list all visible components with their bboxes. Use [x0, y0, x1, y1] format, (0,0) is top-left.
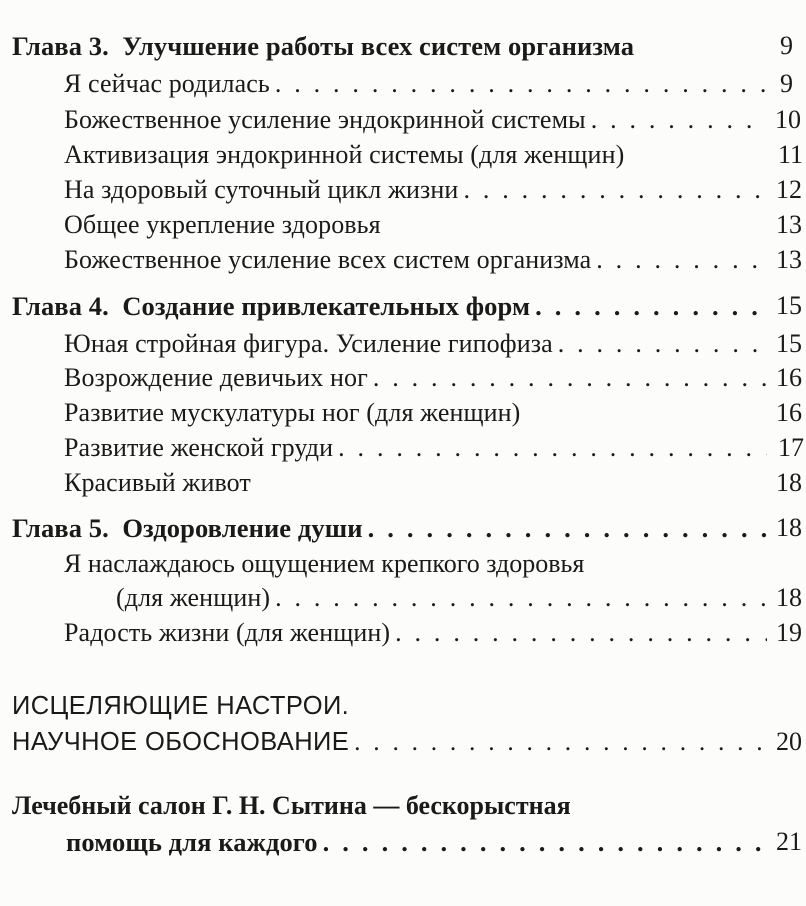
dot-leader [558, 328, 767, 360]
dot-leader [323, 826, 767, 858]
salon-page: 21 [776, 827, 802, 856]
dot-leader [535, 290, 767, 322]
chapter-3-page: 9 [780, 31, 793, 60]
toc-entry-page: 18 [776, 468, 802, 497]
toc-entry: Божественное усиление всех систем организма . . . [64, 244, 772, 276]
toc-entry-page: 16 [776, 398, 802, 427]
toc-entry-page: 13 [776, 245, 802, 274]
toc-entry-line2: (для женщин) . . . [116, 582, 772, 614]
toc-entry-page: 9 [780, 69, 793, 98]
dot-leader [368, 512, 767, 544]
toc-entry-page: 12 [776, 175, 802, 204]
chapter-4-page: 15 [776, 291, 802, 320]
chapter-3-heading [12, 30, 772, 62]
toc-entry-page: 10 [775, 105, 801, 134]
toc-entry: Развитие женской груди . . . [64, 432, 772, 464]
dot-leader [275, 582, 767, 614]
toc-entry: На здоровый суточный цикл жизни . . . [64, 174, 772, 206]
chapter-4-heading [12, 290, 772, 322]
chapter-5-page: 18 [776, 513, 802, 542]
toc-entry-page: 13 [776, 210, 802, 239]
dot-leader [591, 104, 767, 136]
dot-leader [275, 68, 767, 100]
chapter-5-title: Глава 5. Оздоровление души [12, 513, 363, 543]
toc-entry-page: 15 [776, 329, 802, 358]
dot-leader [395, 617, 767, 649]
salon-line1: Лечебный салон Г. Н. Сытина — бескорыстная [12, 791, 571, 820]
healing-page: 20 [776, 727, 802, 756]
toc-entry-page: 16 [776, 363, 802, 392]
toc-entry: Юная стройная фигура. Усиление гипофиза . . . [64, 328, 772, 360]
chapter-4-title: Глава 4. Создание привлекательных форм [12, 291, 531, 321]
toc-entry: Активизация эндокринной системы (для женщин) [64, 140, 625, 169]
healing-heading-line2: НАУЧНОЕ ОБОСНОВАНИЕ . . . [12, 726, 772, 758]
toc-entry-page: 11 [778, 140, 804, 169]
toc-entry: Возрождение девичьих ног . . . [64, 362, 772, 394]
dot-leader [354, 726, 767, 758]
salon-line2: помощь для каждого . . . [66, 826, 772, 858]
chapter-3-title: Глава 3. Улучшение работы всех систем организма [12, 31, 635, 61]
dot-leader [596, 244, 767, 276]
toc-entry-line1: Я наслаждаюсь ощущением крепкого здоровья [64, 549, 585, 578]
dot-leader [338, 432, 767, 464]
toc-entry-page: 18 [776, 583, 802, 612]
toc-entry: Я сейчас родилась . . . [64, 68, 772, 100]
toc-entry: Радость жизни (для женщин) . . . [64, 617, 772, 649]
dot-leader [373, 362, 767, 394]
toc-entry: Общее укрепление здоровья [64, 210, 381, 239]
toc-entry: Божественное усиление эндокринной системы . . . [64, 104, 772, 136]
toc-entry: Развитие мускулатуры ног (для женщин) [64, 398, 521, 427]
toc-entry: Красивый живот [64, 468, 251, 497]
chapter-5-heading [12, 512, 772, 544]
toc-entry-page: 17 [778, 433, 804, 462]
healing-heading-line1: ИСЦЕЛЯЮЩИЕ НАСТРОИ. [12, 692, 350, 720]
dot-leader [463, 174, 767, 206]
toc-entry-page: 19 [776, 618, 802, 647]
